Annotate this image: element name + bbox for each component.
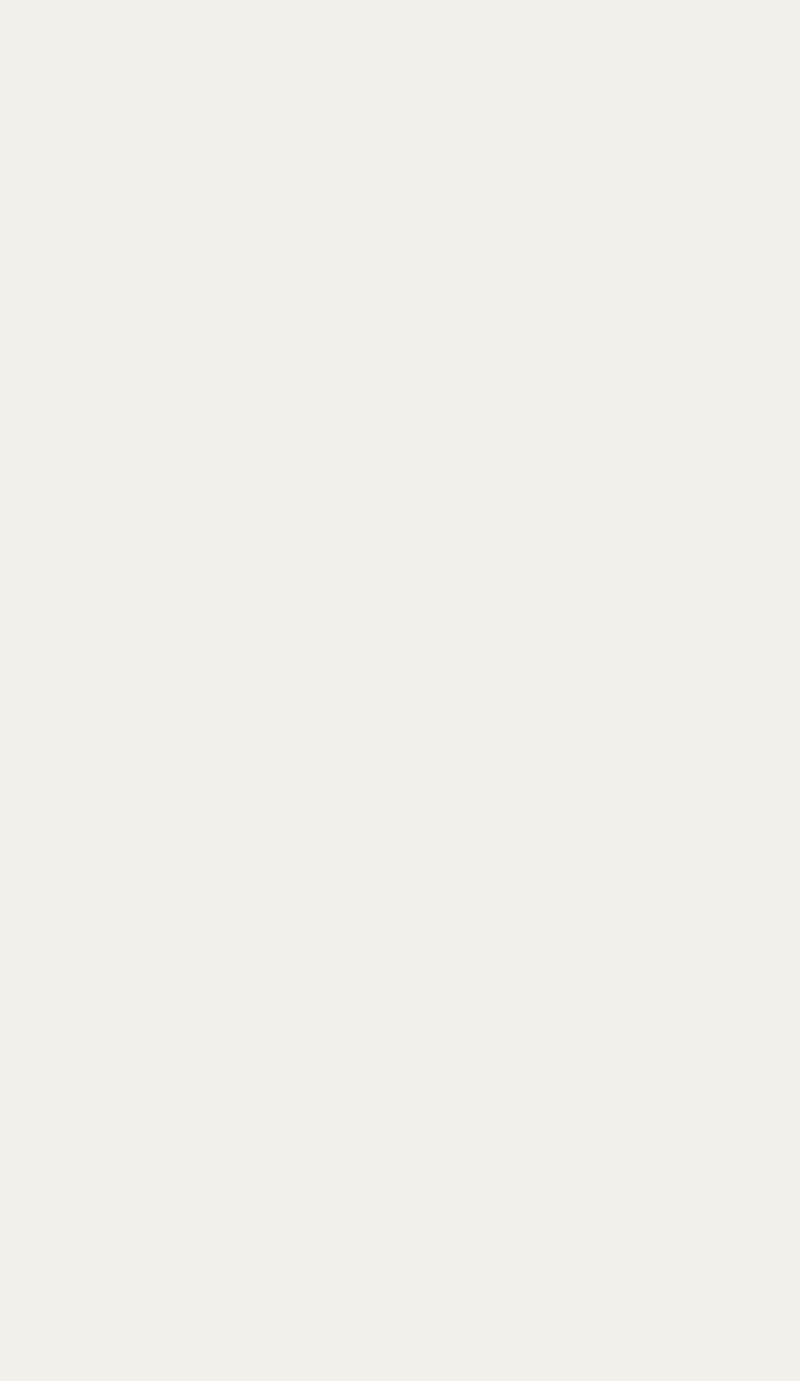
page-header [88, 42, 760, 82]
